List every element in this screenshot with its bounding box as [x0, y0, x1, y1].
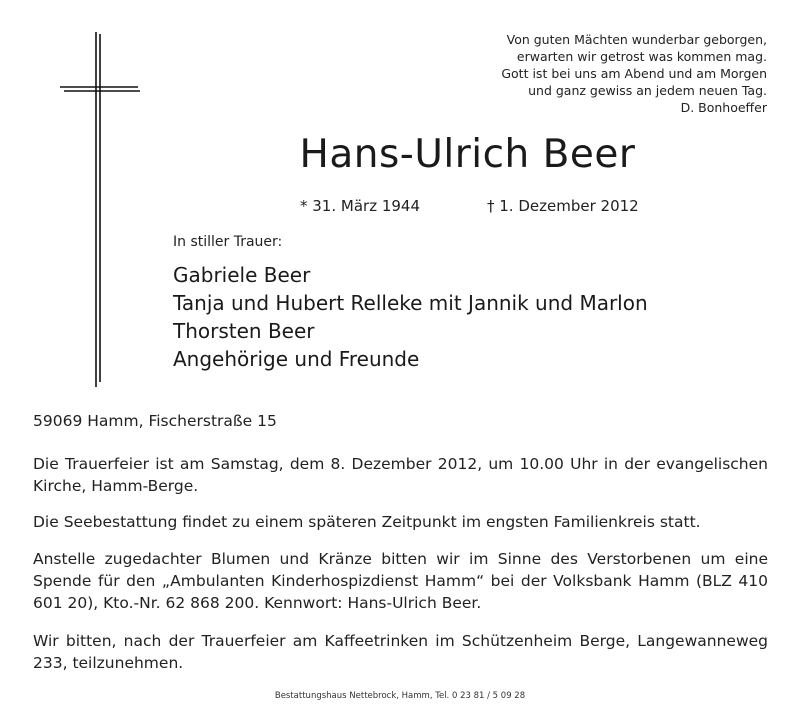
- quote-author: D. Bonhoeffer: [680, 100, 767, 115]
- birth-date: * 31. März 1944: [300, 197, 421, 215]
- quote-line: und ganz gewiss an jedem neuen Tag.: [528, 83, 767, 98]
- mourner-name: Angehörige und Freunde: [173, 347, 420, 371]
- reception-paragraph: Wir bitten, nach der Trauerfeier am Kaffeetrinken im Schützenheim Berge, Langewanneweg 233, teilzunehmen.: [33, 632, 768, 672]
- bonhoeffer-quote: [407, 31, 767, 116]
- sea-burial-paragraph: Die Seebestattung findet zu einem späteren Zeitpunkt im engsten Familienkreis statt.: [33, 513, 701, 531]
- death-date: † 1. Dezember 2012: [487, 197, 639, 215]
- mourner-name: Gabriele Beer: [173, 263, 311, 287]
- mourners-list: [173, 261, 648, 373]
- mourner-name: Thorsten Beer: [173, 319, 315, 343]
- mourner-name: Tanja und Hubert Relleke mit Jannik und Marlon: [173, 291, 648, 315]
- funeral-service-paragraph: Die Trauerfeier ist am Samstag, dem 8. Dezember 2012, um 10.00 Uhr in der evangelischen Kirche, Hamm-Berge.: [33, 455, 768, 495]
- family-address: 59069 Hamm, Fischerstraße 15: [33, 412, 277, 430]
- quote-line: Gott ist bei uns am Abend und am Morgen: [501, 66, 767, 81]
- funeral-home-footer: Bestattungshaus Nettebrock, Hamm, Tel. 0 23 81 / 5 09 28: [274, 691, 526, 701]
- donation-paragraph: Anstelle zugedachter Blumen und Kränze bitten wir im Sinne des Verstorbenen um eine Spende für den „Ambulanten Kinderhospizdienst Hamm“ bei der Volksbank Hamm (BLZ 410 601 20), Kto.-Nr. 62 868 200. Kennwort: Hans-Ulrich Beer.: [33, 550, 768, 612]
- mourning-label: In stiller Trauer:: [173, 234, 283, 250]
- quote-line: erwarten wir getrost was kommen mag.: [516, 49, 767, 64]
- quote-line: Von guten Mächten wunderbar geborgen,: [506, 32, 767, 47]
- cross-icon: [60, 32, 150, 387]
- deceased-name: Hans-Ulrich Beer: [299, 132, 636, 177]
